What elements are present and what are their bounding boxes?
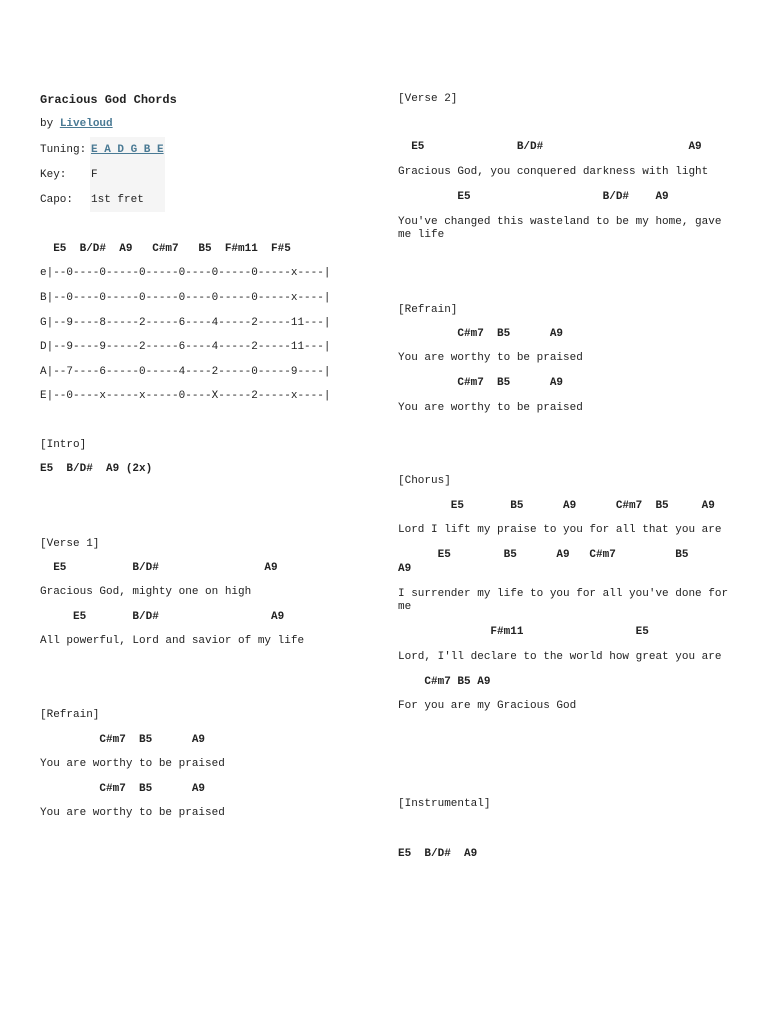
chord-line: A9	[398, 563, 412, 575]
lyric-line: All powerful, Lord and savior of my life	[40, 635, 305, 647]
verse1-label: [Verse 1]	[40, 538, 100, 550]
chord-line: F#m11 E5	[398, 626, 649, 638]
chorus-label: [Chorus]	[398, 475, 451, 487]
chord-line: E5 B/D# A9	[398, 191, 669, 203]
tab-line: E|--0----x-----x-----0----X-----2-----x----|	[40, 390, 331, 402]
capo-label: Capo:	[40, 193, 74, 206]
tuning-label: Tuning:	[40, 143, 87, 156]
lyric-line: You are worthy to be praised	[40, 758, 225, 770]
tab-line: e|--0----0-----0-----0----0-----0-----x----|	[40, 267, 331, 279]
lyric-line: Lord, I'll declare to the world how great you are	[398, 651, 722, 663]
chord-line: C#m7 B5 A9	[40, 734, 206, 746]
lyric-line: You are worthy to be praised	[398, 352, 583, 364]
lyric-line: Gracious God, mighty one on high	[40, 586, 252, 598]
lyric-line: You are worthy to be praised	[40, 807, 225, 819]
chord-line: E5 B/D# A9	[40, 562, 278, 574]
intro-label: [Intro]	[40, 439, 87, 451]
chord-line: C#m7 B5 A9	[40, 783, 206, 795]
key-row	[40, 162, 165, 187]
lyric-line: Gracious God, you conquered darkness with light	[398, 166, 709, 178]
lyric-line: I surrender my life to you for all you've done for	[398, 588, 729, 600]
byline	[40, 118, 113, 131]
by-prefix: by	[40, 118, 60, 130]
chord-line: E5 B5 A9 C#m7 B5 A9	[398, 500, 715, 512]
instrumental-chords: E5 B/D# A9	[398, 848, 478, 860]
tuning-row	[40, 137, 165, 162]
tab-line: D|--9----9-----2-----6----4-----2-----11---|	[40, 341, 331, 353]
chord-line: C#m7 B5 A9	[398, 676, 491, 688]
tab-line: G|--9----8-----2-----6----4-----2-----11---|	[40, 317, 331, 329]
tab-line: B|--0----0-----0-----0----0-----0-----x----|	[40, 292, 331, 304]
key-label: Key:	[40, 168, 67, 181]
verse2-label: [Verse 2]	[398, 93, 458, 105]
lyric-line: me	[398, 601, 412, 613]
song-meta-table	[40, 137, 165, 212]
key-value: F	[90, 162, 165, 187]
refrain-label: [Refrain]	[398, 304, 458, 316]
artist-link[interactable]: Liveloud	[59, 118, 113, 130]
capo-row	[40, 187, 165, 212]
capo-value: 1st fret	[90, 187, 165, 212]
chord-line: E5 B/D# A9	[398, 141, 702, 153]
chord-line: C#m7 B5 A9	[398, 328, 564, 340]
lyric-line: Lord I lift my praise to you for all that you are	[398, 524, 722, 536]
tab-line: A|--7----6-----0-----4----2-----0-----9----|	[40, 366, 331, 378]
song-title: Gracious God Chords	[40, 93, 177, 107]
tuning-link[interactable]: E A D G B E	[91, 143, 164, 156]
chord-line: C#m7 B5 A9	[398, 377, 564, 389]
instrumental-label: [Instrumental]	[398, 798, 491, 810]
lyric-line: For you are my Gracious God	[398, 700, 577, 712]
chord-line: E5 B/D# A9	[40, 611, 285, 623]
chord-line: E5 B5 A9 C#m7 B5	[398, 549, 689, 561]
lyric-line: You've changed this wasteland to be my home, gave	[398, 216, 722, 228]
intro-chords: E5 B/D# A9 (2x)	[40, 463, 153, 475]
tab-chord-header: E5 B/D# A9 C#m7 B5 F#m11 F#5	[40, 243, 291, 255]
lyric-line: You are worthy to be praised	[398, 402, 583, 414]
refrain-label: [Refrain]	[40, 709, 100, 721]
lyric-line: me life	[398, 229, 445, 241]
